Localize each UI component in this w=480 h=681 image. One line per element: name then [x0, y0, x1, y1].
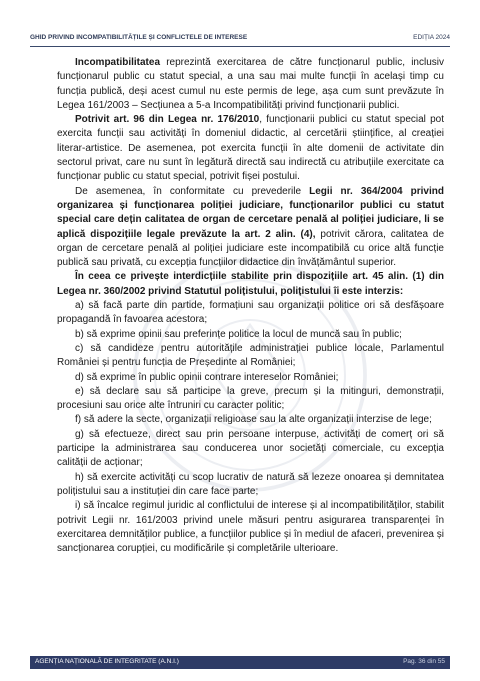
agency-name: AGENȚIA NAȚIONALĂ DE INTEGRITATE (A.N.I.)	[35, 658, 179, 665]
page-footer	[30, 656, 450, 669]
list-item: d) să exprime în public opinii contrare intereselor României;	[75, 371, 339, 383]
paragraph-text: De asemenea, în conformitate cu prevederile	[75, 185, 310, 197]
header-divider	[30, 46, 450, 47]
paragraph-law-176	[57, 113, 444, 184]
list-item: f) să adere la secte, organizații religioase sau la alte organizații interzise de lege;	[75, 414, 432, 426]
list-item: e) să declare sau să participe la greve, precum și la mitinguri, demonstrații, procesiuni sau orice alte întruniri cu caracter politic;	[57, 385, 444, 412]
paragraph-text: potrivit cărora, calitatea de organ de cercetare penală al poliției judiciare este incompatibilă cu orice altă funcție publică sau privată, cu excepția funcțiilor didactice din învățământul superior.	[57, 228, 445, 269]
paragraph-law-364	[57, 185, 444, 271]
list-item: a) să facă parte din partide, formațiuni sau organizații politice ori să desfășoare propagandă în favoarea acestora;	[57, 300, 444, 326]
list-item: g) să efectueze, direct sau prin persoane interpuse, activități de comerț ori să participe la administrarea sau conducerea unor societăți comerciale, cu excepția calității de acționar;	[57, 428, 444, 469]
list-item: i) să încalce regimul juridic al conflictului de interese și al incompatibilităților, stabilit potrivit Legii nr. 161/2003 privind unele măsuri pentru asigurarea transparenței în exercitarea demnităților publice, a funcțiilor publice și în mediul de afaceri, prevenirea și sancționarea corupției, cu modificările și completările ulterioare.	[57, 500, 444, 555]
page-number: Pag. 36 din 55	[403, 658, 445, 665]
term-bold: Incompatibilitatea	[75, 57, 161, 68]
law-reference: Potrivit art. 96 din Legea nr. 176/2010	[75, 114, 260, 126]
paragraph-incompatibility	[57, 56, 444, 113]
page-header	[30, 30, 450, 44]
guide-title: GHID PRIVIND INCOMPATIBILITĂȚILE ȘI CONFLICTELE DE INTERESE	[30, 34, 248, 41]
interdictions-heading: În ceea ce privește interdicțiile stabilite prin dispozițiile art. 45 alin. (1) din Legea nr. 360/2002 privind Statutul polițistului, polițistului îi este interzis:	[57, 271, 444, 297]
paragraph-interdictions-heading	[57, 270, 444, 299]
list-item: c) să candideze pentru autoritățile administrației publice locale, Parlamentul României și pentru funcția de Președinte al României;	[57, 342, 444, 369]
document-body	[57, 56, 444, 556]
list-item: b) să exprime opinii sau preferințe politice la locul de muncă sau în public;	[75, 328, 402, 340]
paragraph-text: , funcționarii publici cu statut special pot exercita funcții sau activități în domeniul didactic, al cercetării științifice, al creației literar-artistice. De asemenea, pot exercita funcții în alte domenii de activitate din sectorul privat, care nu sunt în legătură directă sau indirectă cu atribuțiile exercitate ca funcționar public cu statut special, potrivit fișei postului.	[57, 114, 444, 183]
list-item: h) să exercite activități cu scop lucrativ de natură să lezeze onoarea și demnitatea polițistului sau a instituției din care face parte;	[57, 471, 444, 497]
paragraph-text: reprezintă exercitarea de către funcționarul public, inclusiv funcționarul public cu statut special, a una sau mai multe funcții în același timp cu funcția publică, deși acest cumul nu este permis de lege, așa cum sunt prevăzute în Legea 161/2003 – Secțiunea a 5-a Incompatibilități privind funcționarii publici.	[57, 57, 444, 111]
law-reference: Legii nr. 364/2004 privind organizarea și funcționarea poliției judiciare, funcționarilor publici cu statut special care dețin calitatea de organ de cercetare penală al poliției judiciare, li se aplică dispozițiile legale prevăzute la art. 2 alin. (4),	[57, 185, 444, 240]
edition-label: EDIȚIA 2024	[413, 34, 450, 41]
